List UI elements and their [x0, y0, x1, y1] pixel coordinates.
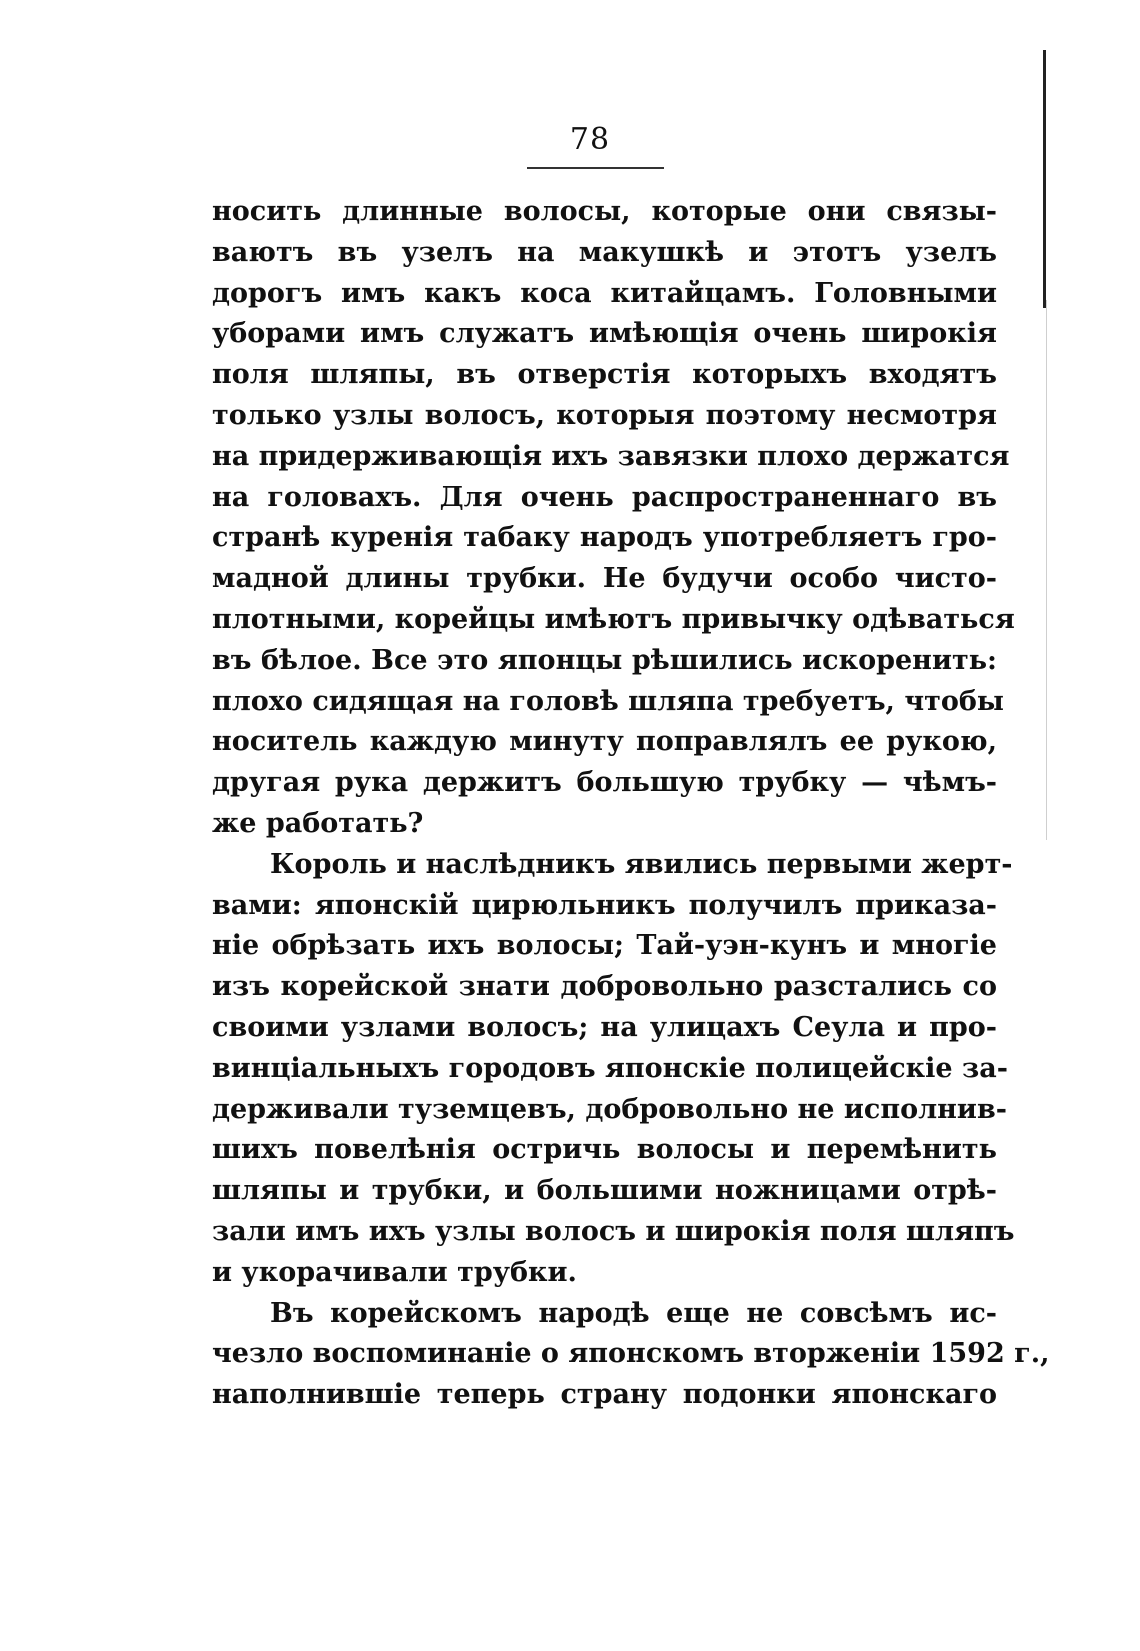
- text-line: носитель каждую минуту поправлялъ ее рукою,: [212, 726, 997, 758]
- paragraph: [212, 845, 1015, 1294]
- text-line: уборами имъ служатъ имѣющія очень широкія: [212, 318, 997, 350]
- text-line: своими узлами волосъ; на улицахъ Сеула и про-: [212, 1011, 997, 1043]
- text-line: шляпы и трубки, и большими ножницами отрѣ-: [212, 1175, 997, 1207]
- page-edge-line: [1043, 50, 1046, 308]
- body-text: [212, 192, 1050, 1416]
- paragraph: [212, 1294, 1050, 1416]
- text-line: странѣ куренія табаку народъ употребляетъ гро-: [212, 522, 997, 554]
- text-line: и укорачивали трубки.: [212, 1256, 577, 1288]
- page-number-rule: [527, 167, 664, 169]
- text-line: наполнившіе теперь страну подонки японскаго: [212, 1379, 997, 1411]
- text-line: другая рука держитъ большую трубку — чѣмъ-: [212, 767, 997, 799]
- text-line: винціальныхъ городовъ японскіе полицейскіе за-: [212, 1052, 1008, 1084]
- text-line: только узлы волосъ, которыя поэтому несмотря: [212, 399, 997, 431]
- text-line: на придерживающія ихъ завязки плохо держатся: [212, 440, 1010, 472]
- text-line: же работать?: [212, 807, 424, 839]
- text-line: плохо сидящая на головѣ шляпа требуетъ, чтобы: [212, 685, 1004, 717]
- text-line: въ бѣлое. Все это японцы рѣшились искоренить:: [212, 644, 997, 676]
- text-line: плотными, корейцы имѣютъ привычку одѣваться: [212, 603, 1015, 635]
- page-number: 78: [569, 122, 611, 157]
- text-line: поля шляпы, въ отверстія которыхъ входятъ: [212, 359, 997, 391]
- text-line: чезло воспоминаніе о японскомъ вторженіи 1592 г.,: [212, 1338, 1050, 1370]
- text-line: шихъ повелѣнія остричь волосы и перемѣнить: [212, 1134, 997, 1166]
- text-line: на головахъ. Для очень распространеннаго въ: [212, 481, 997, 513]
- text-line: зали имъ ихъ узлы волосъ и широкія поля шляпъ: [212, 1215, 1015, 1247]
- text-line: дорогъ имъ какъ коса китайцамъ. Головными: [212, 277, 997, 309]
- page-edge-shadow: [1046, 300, 1047, 840]
- text-line: носить длинные волосы, которые они связы-: [212, 196, 997, 227]
- text-line: держивали туземцевъ, добровольно не исполнив-: [212, 1093, 1007, 1125]
- text-line: вами: японскій цирюльникъ получилъ приказа-: [212, 889, 997, 921]
- text-line: ваютъ въ узелъ на макушкѣ и этотъ узелъ: [212, 236, 997, 268]
- text-line: Въ корейскомъ народѣ еще не совсѣмъ ис-: [270, 1297, 997, 1329]
- text-line: изъ корейской знати добровольно разстались со: [212, 971, 997, 1003]
- text-line: мадной длины трубки. Не будучи особо чисто-: [212, 563, 997, 595]
- text-line: ніе обрѣзать ихъ волосы; Тай-уэн-кунъ и многіе: [212, 930, 997, 962]
- paragraph: [212, 192, 1015, 845]
- text-line: Король и наслѣдникъ явились первыми жерт-: [270, 848, 1013, 880]
